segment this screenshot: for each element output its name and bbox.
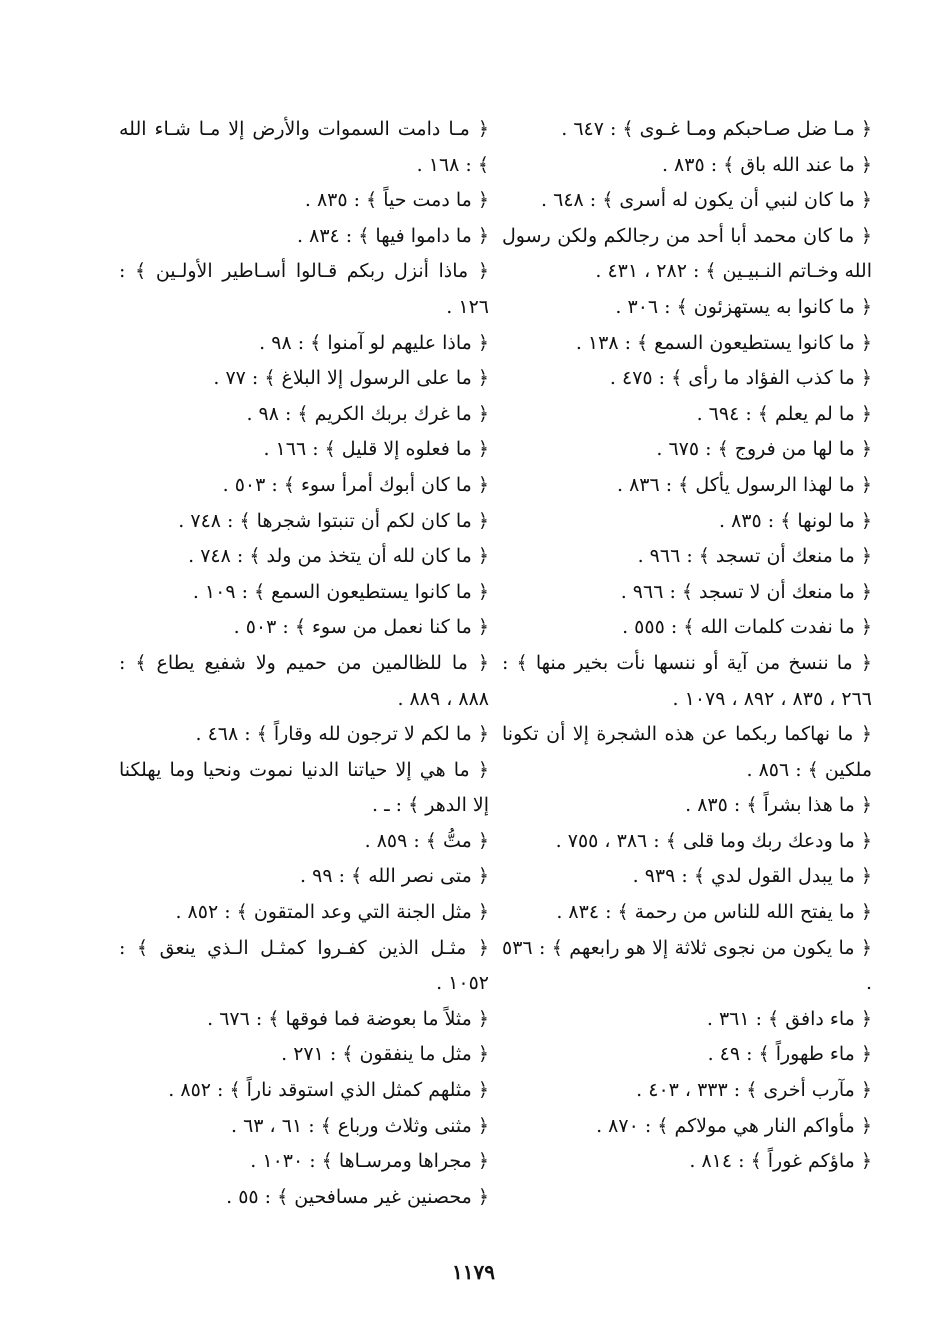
index-entry: ﴿ متى نصر الله ﴾ : ٩٩ . (300, 865, 489, 888)
index-entry: ﴿ محصنين غير مسافحين ﴾ : ٥٥ . (226, 1185, 489, 1208)
index-entry: ﴿ ما لهذا الرسول يأكل ﴾ : ٨٣٦ . (616, 473, 872, 496)
index-entry: ﴿ ما لها من فروج ﴾ : ٦٧٥ . (656, 438, 872, 461)
index-entry: ﴿ ما ننسخ من آية أو ننسها نأت بخير منها ﴾ : ٢٦٦ ، ٨٣٥ ، ٨٩٢ ، ١٠٧٩ . (502, 651, 872, 710)
index-entry: ﴿ ماؤكم غوراً ﴾ : ٨١٤ . (689, 1150, 872, 1173)
index-entry: ﴿ ما كان محمد أبا أحد من رجالكم ولكن رسول الله وخـاتم النـبيـين ﴾ : ٢٨٢ ، ٤٣١ . (502, 224, 872, 283)
index-entry: ﴿ مثنى وثلاث ورباع ﴾ : ٦١ ، ٦٣ . (231, 1114, 489, 1137)
right-column (502, 112, 872, 1180)
index-entry: ﴿ مثلاً ما بعوضة فما فوقها ﴾ : ٦٧٦ . (207, 1007, 489, 1030)
index-entry: ﴿ ما هذا بشراً ﴾ : ٨٣٥ . (685, 794, 872, 817)
index-entry: ﴿ ما يفتح الله للناس من رحمة ﴾ : ٨٣٤ . (556, 901, 872, 924)
index-entry: ﴿ ما غرك بربك الكريم ﴾ : ٩٨ . (246, 402, 489, 425)
index-entry: ﴿ ما كنا نعمل من سوء ﴾ : ٥٠٣ . (233, 616, 489, 639)
index-entry: ﴿ ما كذب الفؤاد ما رأى ﴾ : ٤٧٥ . (609, 367, 872, 390)
index-entry: ﴿ ما ودعك ربك وما قلى ﴾ : ٣٨٦ ، ٧٥٥ . (555, 829, 872, 852)
index-entry: ﴿ ما هي إلا حياتنا الدنيا نموت ونحيا وما يهلكنا إلا الدهر ﴾ : ـ . (119, 758, 489, 817)
page-number: ١١٧٩ (452, 1260, 495, 1284)
index-entry: ﴿ ما كان لكم أن تنبتوا شجرها ﴾ : ٧٤٨ . (178, 509, 489, 532)
index-entry: ﴿ مثلهم كمثل الذي استوقد ناراً ﴾ : ٨٥٢ . (168, 1079, 489, 1102)
index-entry: ﴿ ما لونها ﴾ : ٨٣٥ . (719, 509, 872, 532)
index-entry: ﴿ مثل الجنة التي وعد المتقون ﴾ : ٨٥٢ . (175, 901, 489, 924)
index-entry: ﴿ ما داموا فيها ﴾ : ٨٣٤ . (297, 224, 489, 247)
index-entry: ﴿ ما نهاكما ربكما عن هذه الشجرة إلا أن تكونا ملكين ﴾ : ٨٥٦ . (502, 723, 872, 781)
index-entry: ﴿ ما منعك أن لا تسجد ﴾ : ٩٦٦ . (620, 580, 872, 603)
index-entry: ﴿ ماذا عليهم لو آمنوا ﴾ : ٩٨ . (259, 331, 489, 354)
index-entry: ﴿ ما كانوا يستطيعون السمع ﴾ : ١٠٩ . (192, 580, 489, 603)
index-entry: ﴿ مآرب أخرى ﴾ : ٣٣٣ ، ٤٠٣ . (636, 1079, 872, 1102)
index-entry: ﴿ ماء دافق ﴾ : ٣٦١ . (706, 1007, 872, 1030)
index-entry: ﴿ ما كان لله أن يتخذ من ولد ﴾ : ٧٤٨ . (188, 545, 489, 568)
index-entry: ﴿ مثل ما ينفقون ﴾ : ٢٧١ . (281, 1043, 489, 1066)
index-entry: ﴿ مثـل الذين كفـروا كمثـل الـذي ينعق ﴾ : ١٠٥٢ . (119, 936, 489, 995)
index-entry: ﴿ ما منعك أن تسجد ﴾ : ٩٦٦ . (637, 545, 872, 568)
index-entry: ﴿ مـا ضل صـاحبكم ومـا غـوى ﴾ : ٦٤٧ . (561, 118, 872, 140)
index-entry: ﴿ مأواكم النار هي مولاكم ﴾ : ٨٧٠ . (596, 1114, 872, 1137)
index-entry: ﴿ ما فعلوه إلا قليل ﴾ : ١٦٦ . (263, 438, 489, 461)
index-entry: ﴿ ما دمت حياً ﴾ : ٨٣٥ . (304, 189, 489, 212)
index-entry: ﴿ ماذا أنزل ربكم قـالوا أسـاطير الأولـين ﴾ : ١٢٦ . (119, 260, 489, 318)
index-entry: ﴿ ما يكون من نجوى ثلاثة إلا هو رابعهم ﴾ : ٥٣٦ . (502, 936, 872, 995)
index-entry: ﴿ ما للظالمين من حميم ولا شفيع يطاع ﴾ : ٨٨٨ ، ٨٨٩ . (119, 651, 489, 710)
index-entry: ﴿ مـا دامت السموات والأرض إلا مـا شـاء الله ﴾ : ١٦٨ . (119, 118, 489, 176)
index-entry: ﴿ ما نفدت كلمات الله ﴾ : ٥٥٥ . (622, 616, 872, 639)
index-entry: ﴿ مجراها ومرسـاها ﴾ : ١٠٣٠ . (250, 1150, 489, 1173)
index-entry: ﴿ ما لكم لا ترجون لله وقاراً ﴾ : ٤٦٨ . (195, 723, 489, 746)
index-entry: ﴿ ما عند الله باق ﴾ : ٨٣٥ . (661, 153, 872, 176)
index-entry: ﴿ متُّ ﴾ : ٨٥٩ . (364, 829, 489, 852)
index-entry: ﴿ ما على الرسول إلا البلاغ ﴾ : ٧٧ . (213, 367, 489, 390)
index-entry: ﴿ ما لم يعلم ﴾ : ٦٩٤ . (696, 402, 872, 425)
index-entry: ﴿ ماء طهوراً ﴾ : ٤٩ . (707, 1043, 872, 1066)
index-entry: ﴿ ما يبدل القول لدي ﴾ : ٩٣٩ . (632, 865, 872, 888)
index-entry: ﴿ ما كانوا به يستهزئون ﴾ : ٣٠٦ . (615, 295, 872, 318)
index-entry: ﴿ ما كانوا يستطيعون السمع ﴾ : ١٣٨ . (575, 331, 872, 354)
left-column (119, 112, 489, 1215)
index-entry: ﴿ ما كان لنبي أن يكون له أسرى ﴾ : ٦٤٨ . (541, 189, 872, 212)
index-entry: ﴿ ما كان أبوك أمرأ سوء ﴾ : ٥٠٣ . (222, 473, 489, 496)
